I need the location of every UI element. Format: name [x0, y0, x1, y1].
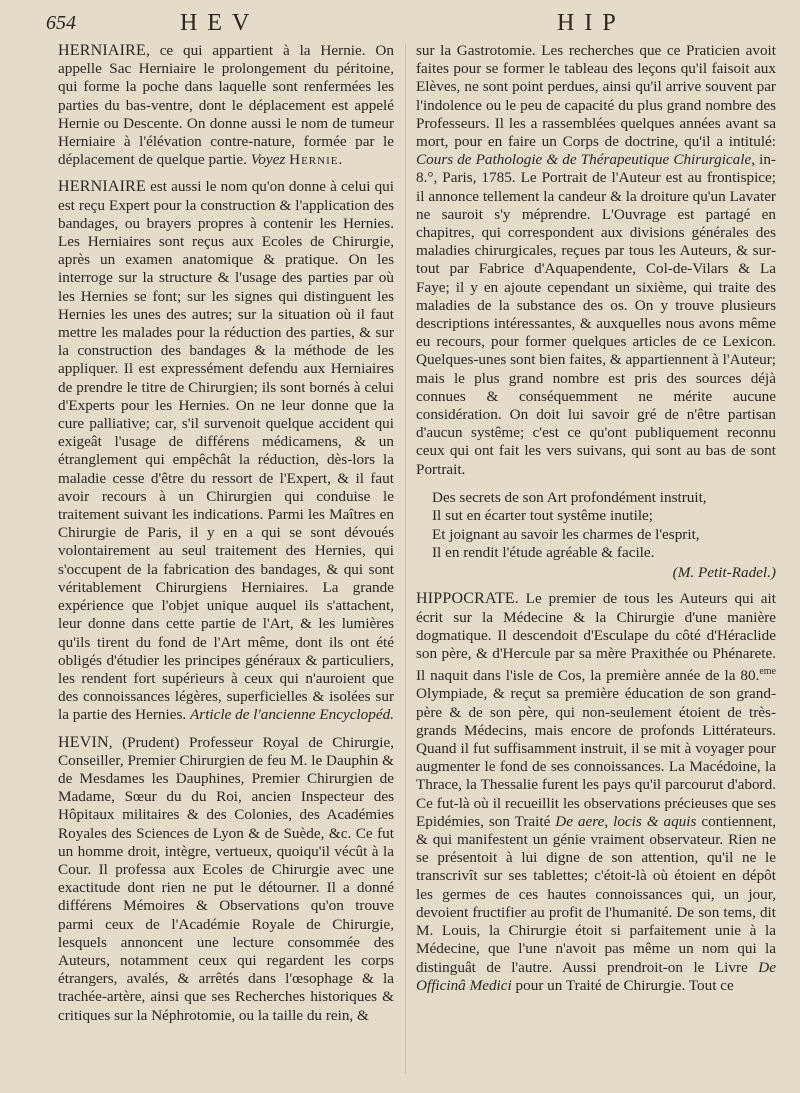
entry-hippocrate: [416, 590, 776, 995]
column-divider: [405, 44, 406, 1074]
entry-hevin-continued: [416, 42, 776, 479]
cross-reference-label: Voyez: [250, 151, 286, 169]
entry-text: est aussi le nom qu'on donne à celui qui est reçu Expert pour la construction & l'application des bandages, ou brayers propres à contenir les Hernies. Les Herniaires sont reçus aux Ecoles de Chirurgie, après un examen anatomique & pratique. On les interroge sur la structure & l'usage des parties par où les Hernies se font; sur les signes qui distinguent les Hernies les unes des autres; sur la situation où il faut mettre les malades pour la réduction des parties, & sur la construction des bandages & la méthode de les appliquer. Il est expressément defendu aux Herniaires de prendre le titre de Chirurgien; ils sont bornés à celui d'Experts pour les Hernies. On ne leur donne que la cure palliative; car, s'il survenoit quelque accident qui exigeât l'usage de différens médicamens, & un étranglement qui empêchât la réduction, dès-lors la maladie cesse d'être du ressort de l'Expert, & il faut avoir recours à un Chirurgien qui conduise le traitement suivant les indications. Parmi les Maîtres en Chirurgie de Paris, il y en a qui se sont dévoués volontairement au seul traitement des Hernies, qui s'occupent de la fabrication des bandages, & qui sont véritablement Chirurgiens Herniaires. La grande expérience que l'objet unique auquel ils s'attachent, leur donne dans cette partie de l'Art, & les lumières qu'ils tirent du fond de l'Art même, dont ils ont été obligés d'étudier les principes généraux & particuliers, les rendent fort supérieurs à ceux qui n'auroient que des connoissances légères, superficielles & isolées sur la partie des Hernies.: [58, 178, 394, 724]
entry-text: , ce qui appartient à la Hernie. On appelle Sac Herniaire le prolongement du péritoine, qui forme la poche dans laquelle sont renfermées les parties du bas-ventre, dont le déplacement est appelé Hernie ou Descente. On donne aussi le nom de tumeur Herniaire à l'élévation contre-nature, formée par le déplacement de quelque partie.: [58, 42, 394, 169]
entry-text: Olympiade, & reçut sa première éducation de son grand-père & de son père, qui non-seulement étoient de très-grands Médecins, mais encore de profonds Littérateurs. Quand il fut suffisamment instruit, il se mit à voyager pour augmenter le fond de ses connoissances. La Macédoine, la Thrace, la Thessalie furent les pays qu'il parcourut d'abord. Ce fut-là où il recueillit les observations précieuses que ses Epidémies, son Traité: [416, 685, 776, 830]
verse-line: Et joignant au savoir les charmes de l'esprit,: [432, 525, 700, 543]
verse-block: [432, 489, 776, 583]
entry-text: contiennent, & qui manifestent un génie vraiment observateur. Rien ne se présentoit à lui digne de son attention, qu'il ne le transcrivît sur ses tablettes; c'étoit-là où étoient en dépôt les germes de ces hautes connoissances qui, un jour, devoient fructifier au profit de l'humanité. De son tems, dit M. Louis, la Chirurgie étoit si parfaitement unie à la Médecine, que l'une n'avoit pas même un nom qui la distinguât de l'autre. Aussi prendroit-on le Livre: [416, 812, 776, 976]
entry-herniaire-1: [58, 42, 394, 169]
left-column: [58, 42, 394, 1025]
entry-text: , in-8.°, Paris, 1785. Le Portrait de l'Auteur est au frontispice; il annonce tellement la candeur & la droiture qu'un Lavater ne sauroit s'y méprendre. L'Ouvrage est partagé en chapitres, qui correspondent aux divisions générales des maladies chirurgicales, reçues par tous les Auteurs, & sur-tout par Fabrice d'Aquapendente, Col-de-Vilars & La Faye; il y en ajoute cependant un sixième, qui traite des maladies de la substance des os. On y trouve plusieurs descriptions intéressantes, & auxquelles nous avons même eu recours, pour former quelques articles de ce Lexicon. Quelques-unes sont bien faites, & appartiennent à l'Auteur; mais le plus grand nombre est pris des sources déjà connues & conséquemment ne mérite aucune considération. On doit lui savoir gré de n'être partisan d'aucun systême; c'est ce qu'ont publiquement reconnu ceux qui ont fait les vers suivans, qui sont au bas de sont Portrait.: [416, 151, 776, 478]
entry-text: , (Prudent) Professeur Royal de Chirurgie, Conseiller, Premier Chirurgien de feu M. le Dauphin & de Mesdames les Dauphines, Premier Chirurgien de Madame, Sœur du du Roi, ancien Inspecteur des Hôpitaux militaires & des Colonies, des Académies Royales des Sciences de Lyon & de Suède, &c. Ce fut un homme droit, intègre, vertueux, quoiqu'il vécût à la Cour. Il professa aux Ecoles de Chirurgie avec une exactitude dont rien ne put le détourner. Il a donné différens Mémoires & Observations qu'on trouve parmi ceux de l'Académie Royale de Chirurgie, lesquels annoncent une lecture consommée des Auteurs, notamment ceux qui regardent les corps étrangers, avalés, & arrêtés dans l'œsophage & la trachée-artère, ainsi que ses Recherches historiques & critiques sur la Néphrotomie, ou la taille du rein, &: [58, 733, 394, 1024]
verse-signature: (M. Petit-Radel.): [672, 563, 776, 581]
verse-line: Il en rendit l'étude agréable & facile.: [432, 544, 655, 562]
running-header: [46, 8, 778, 38]
entry-text: pour un Traité de Chirurgie. Tout ce: [511, 976, 734, 994]
entry-herniaire-2: [58, 178, 394, 724]
entry-text: . Le premier de tous les Auteurs qui ait écrit sur la Médecine & la Chirurgie d'une manière dogmatique. Il descendoit d'Esculape du côté d'Héraclide son père, & d'Hercule par sa mère Praxithée ou Phénarete. Il naquit dans l'isle de Cos, la première année de la 80.: [416, 590, 776, 685]
ordinal-suffix: eme: [759, 666, 776, 678]
headword: HERNIAIRE: [58, 178, 147, 196]
source-citation: Article de l'ancienne Encyclopéd.: [190, 706, 394, 724]
headword: HERNIAIRE: [58, 42, 147, 59]
book-title: De aere, locis & aquis: [555, 812, 697, 830]
book-title: De Officinâ Medici: [416, 958, 776, 994]
headword: HIPPOCRATE: [416, 590, 515, 608]
right-running-head: HIP: [557, 10, 626, 36]
cross-reference-target: Hernie.: [289, 151, 344, 169]
headword: HEVIN: [58, 733, 109, 751]
verse-line: Des secrets de son Art profondément instruit,: [432, 488, 707, 506]
page-number: 654: [46, 12, 76, 34]
entry-text: sur la Gastrotomie. Les recherches que ce Praticien avoit faites pour se former le tableau des leçons qu'il faisoit aux Elèves, ne sont point perdues, ainsi qu'il arrive souvent par l'indolence ou le peu de capacité du plus grand nombre des Professeurs. Il les a rassemblées quelques années avant sa mort, pour en faire un Corps de doctrine, qu'il a intitulé:: [416, 42, 776, 151]
right-column: [416, 42, 776, 995]
entry-hevin: [58, 734, 394, 1025]
left-running-head: HEV: [180, 10, 260, 36]
verse-line: Il sut en écarter tout systême inutile;: [432, 507, 653, 525]
book-title: Cours de Pathologie & de Thérapeutique Chirurgicale: [416, 151, 752, 169]
